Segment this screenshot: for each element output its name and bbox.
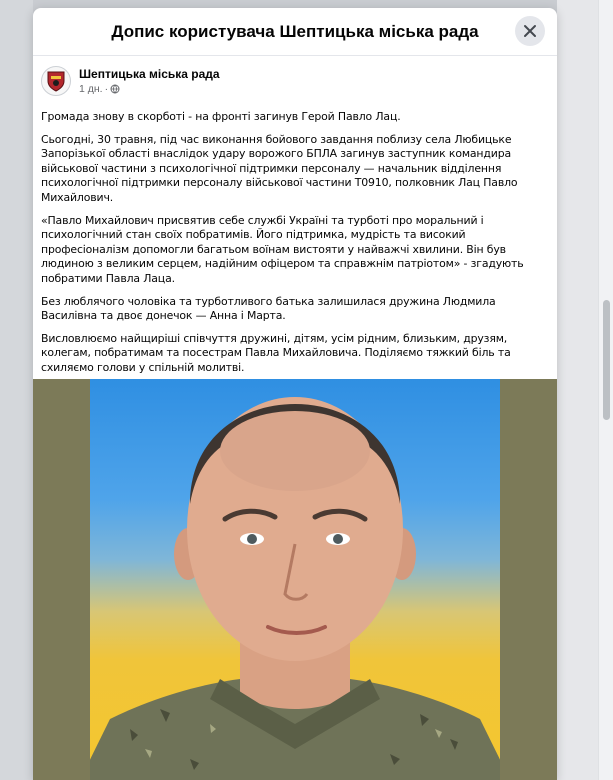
close-icon [523,24,537,38]
dialog-title: Допис користувача Шептицька міська рада [111,21,479,41]
dialog-header [33,8,557,56]
meta-separator: · [104,83,109,95]
post-meta [79,83,220,95]
post-dialog [33,8,557,780]
post-paragraph: Без люблячого чоловіка та турботливого батька залишилася дружина Людмила Василівна та двоє донечок — Анна і Марта. [41,294,496,323]
post-time[interactable]: 1 дн. [79,83,103,95]
post-paragraph: Висловлюємо найщиріші співчуття дружині, дітям, усім рідним, близьким, друзям, колегам, побратимам та посестрам Павла Михайловича. Поділяємо тяжкий біль та схиляємо голови у спільній молитві. [41,331,511,374]
post-header [33,56,557,106]
portrait-photo [90,379,500,780]
coat-of-arms-icon [46,70,66,92]
post-paragraph: Сьогодні, 30 травня, під час виконання бойового завдання поблизу села Любицьке Запорізької області внаслідок удару ворожого БПЛА загинув заступник командира військової частини з психологічної підтримки персоналу — начальник відділення психологічної підтримки персоналу військової частини Т0910, полковник Лац Павло Михайлович. [41,132,518,204]
portrait-illustration [90,379,500,780]
post-photo[interactable] [33,379,557,780]
close-button[interactable] [515,16,545,46]
author-name[interactable]: Шептицька міська рада [79,67,220,81]
post-text [33,106,557,421]
post-paragraph: «Павло Михайлович присвятив себе службі Україні та турботі про моральний і психологічний стан своїх побратимів. Його підтримка, мудрість та високий професіоналізм допомогли багатьом воїнам вистояти у найважчі хвилини. Він був людиною з великим серцем, надійним офіцером та справжнім патріотом» - згадують побратими Павла Лаца. [41,213,524,285]
page-backdrop-left [0,0,33,780]
post-paragraph: Громада знову в скорботі - на фронті загинув Герой Павло Лац. [41,110,401,123]
avatar[interactable] [41,66,71,96]
globe-icon [110,84,120,94]
scrollbar[interactable] [598,0,613,780]
scrollbar-thumb[interactable] [603,300,610,420]
